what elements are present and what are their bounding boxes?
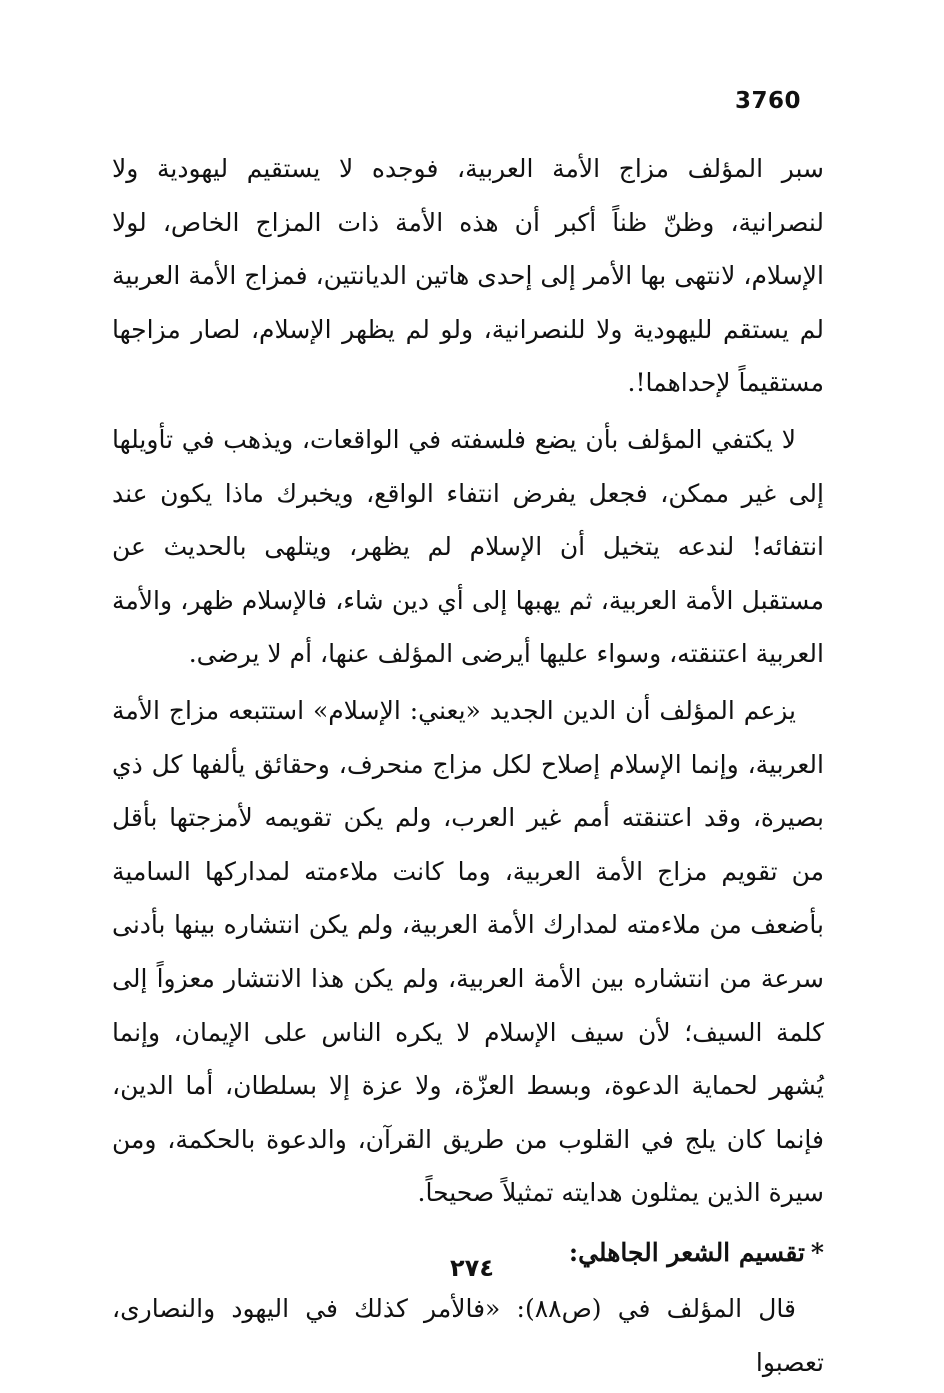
section-heading-text: تقسيم الشعر الجاهلي: [568,1237,805,1267]
page-identifier: 3760 [735,88,802,114]
paragraph-3: يزعم المؤلف أن الدين الجديد «يعني: الإسلام» استتبعه مزاج الأمة العربية، وإنما الإسلام إصلاح لكل مزاج منحرف، وحقائق يألفها كل ذي بصيرة، وقد اعتنقته أمم غير العرب، ولم يكن تقويمه لأمزجتها بأقل من تقويم مزاج الأمة العربية، وما كانت ملاءمته لمداركها السامية بأضعف من ملاءمته لمدارك الأمة العربية، ولم يكن انتشاره بينها بأدنى سرعة من انتشاره بين الأمة العربية، ولم يكن هذا الانتشار معزواً إلى كلمة السيف؛ لأن سيف الإسلام لا يكره الناس على الإيمان، وإنما يُشهر لحماية الدعوة، وبسط العزّة، ولا عزة إلا بسلطان، أما الدين، فإنما كان يلج في القلوب من طريق القرآن، والدعوة بالحكمة، ومن سيرة الذين يمثلون هدايته تمثيلاً صحيحاً. [112,695,824,1208]
paragraph-1: سبر المؤلف مزاج الأمة العربية، فوجده لا يستقيم ليهودية ولا لنصرانية، وظنّ ظناً أكبر أن هذه الأمة ذات المزاج الخاص، لولا الإسلام، لانتهى بها الأمر إلى إحدى هاتين الديانتين، فمزاج الأمة العربية لم يستقم لليهودية ولا للنصرانية، ولو لم يظهر الإسلام، لصار مزاجها مستقيماً لإحداهما!. [112,154,824,398]
main-text [112,142,824,1393]
paragraph-2: لا يكتفي المؤلف بأن يضع فلسفته في الواقعات، ويذهب في تأويلها إلى غير ممكن، فجعل يفرض انتفاء الواقع، ويخبرك ماذا يكون عند انتفائه! لندعه يتخيل أن الإسلام لم يظهر، ويتلهى بالحديث عن مستقبل الأمة العربية، ثم يهبها إلى أي دين شاء، فالإسلام ظهر، والأمة العربية اعتنقته، وسواء عليها أيرضى المؤلف عنها، أم لا يرضى. [112,424,824,669]
page-number: ٢٧٤ [450,1254,494,1282]
paragraph-4: قال المؤلف في (ص٨٨): «فالأمر كذلك في اليهود والنصارى، تعصبوا [112,1294,824,1378]
heading-bullet: * [810,1237,824,1267]
